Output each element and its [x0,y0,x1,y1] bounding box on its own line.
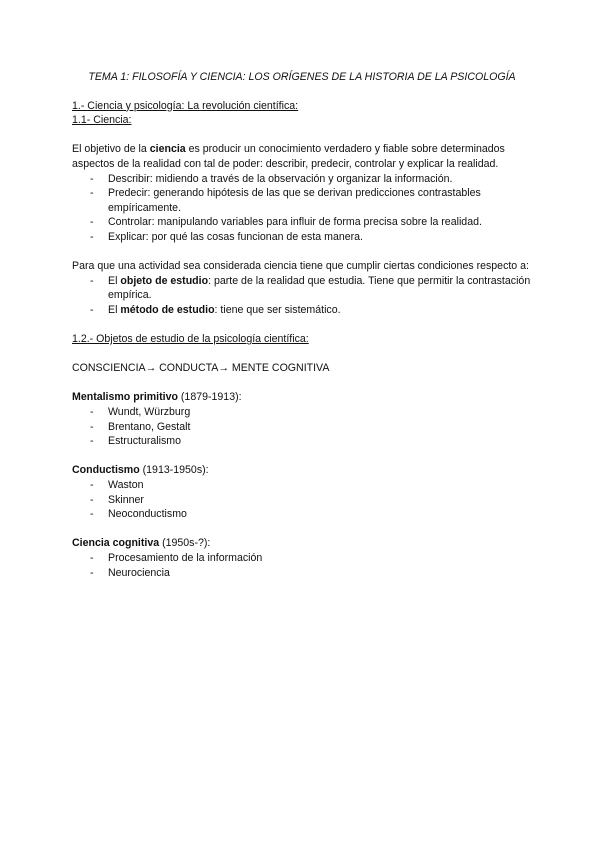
cognitiva-list [72,551,532,580]
mentalismo-list [72,405,532,449]
list-item: - Estructuralismo [72,434,532,449]
list-item: - Procesamiento de la información [72,551,532,566]
list-item: - Neoconductismo [72,507,532,522]
list-item: - Neurociencia [72,566,532,581]
sequence-line: CONSCIENCIA→ CONDUCTA→ MENTE COGNITIVA [72,362,330,375]
page-title: TEMA 1: FILOSOFÍA Y CIENCIA: LOS ORÍGENES DE LA HISTORIA DE LA PSICOLOGÍA [88,71,516,83]
list-item: - Skinner [72,493,532,508]
group-heading: Mentalismo primitivo (1879-1913): [72,391,242,404]
subsection-heading: 1.1- Ciencia: [72,114,132,127]
list-item: - El objeto de estudio: parte de la realidad que estudia. Tiene que permitir la contrastación empírica. [72,274,532,303]
subsection-heading: 1.2.- Objetos de estudio de la psicología científica: [72,333,309,346]
group-heading: Conductismo (1913-1950s): [72,464,209,477]
list-item: - El método de estudio: tiene que ser sistemático. [72,303,532,318]
intro-paragraph: El objetivo de la ciencia es producir un conocimiento verdadero y fiable sobre determinados aspectos de la realidad con tal de poder: describir, predecir, controlar y explicar la realidad. [72,143,505,170]
list-item: - Brentano, Gestalt [72,420,532,435]
section-heading: 1.- Ciencia y psicología: La revolución científica: [72,99,299,112]
list-item: - Waston [72,478,532,493]
conditions-list [72,274,532,318]
list-item: - Explicar: por qué las cosas funcionan de esta manera. [72,230,532,245]
list-item: - Wundt, Würzburg [72,405,532,420]
science-goals-list [72,172,532,245]
conditions-paragraph: Para que una actividad sea considerada ciencia tiene que cumplir ciertas condiciones respecto a: [72,260,529,273]
group-heading: Ciencia cognitiva (1950s-?): [72,537,211,550]
list-item: - Describir: midiendo a través de la observación y organizar la información. [72,172,532,187]
list-item: - Controlar: manipulando variables para influir de forma precisa sobre la realidad. [72,215,532,230]
document-page [72,70,532,580]
conductismo-list [72,478,532,522]
list-item: - Predecir: generando hipótesis de las que se derivan predicciones contrastables empíricamente. [72,186,532,215]
